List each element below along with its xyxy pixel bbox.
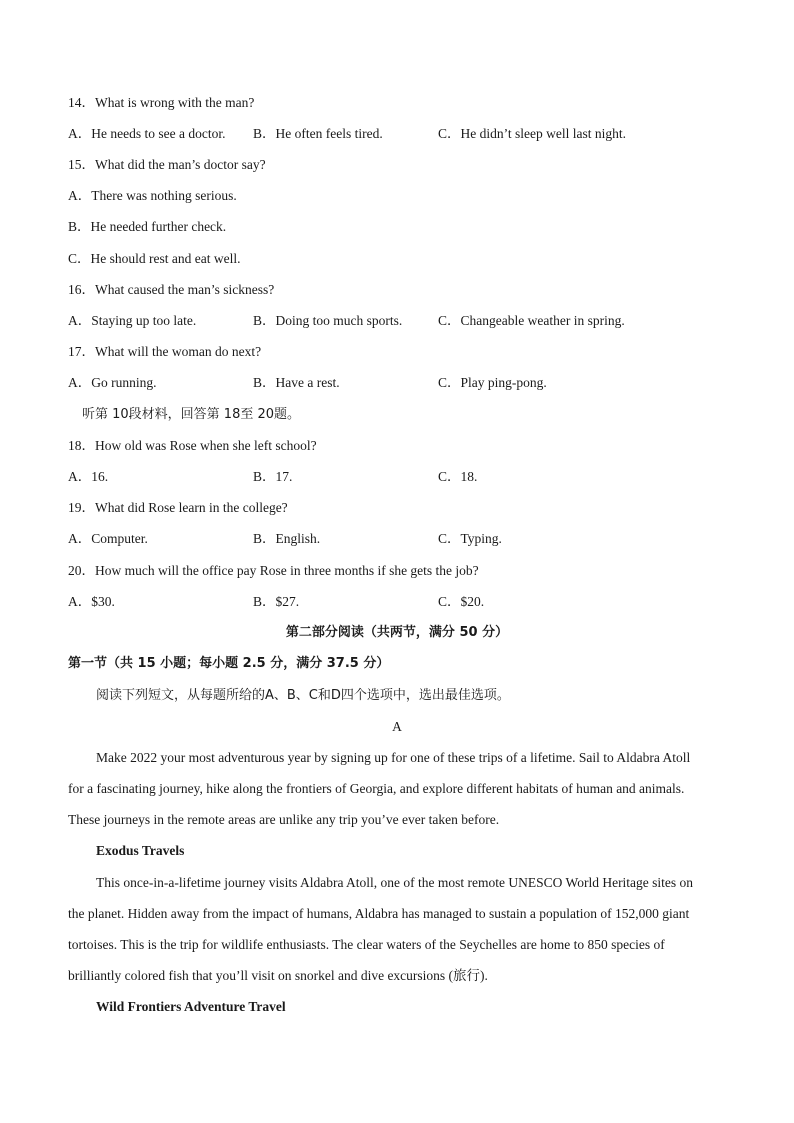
q19-option-c: C．Typing. bbox=[438, 531, 502, 546]
q17-option-b: B．Have a rest. bbox=[253, 375, 340, 390]
question-20-stem: 20．How much will the office pay Rose in three months if she gets the job? bbox=[68, 563, 479, 578]
section1-heading: 第一节（共 15 小题；每小题 2.5 分，满分 37.5 分） bbox=[68, 656, 390, 671]
q20-option-c: C．$20. bbox=[438, 594, 485, 609]
exodus-line-4: brilliantly colored fish that you’ll visit on snorkel and dive excursions (旅行). bbox=[68, 968, 488, 983]
exodus-line-1: This once-in-a-lifetime journey visits Aldabra Atoll, one of the most remote UNESCO World Heritage sites on bbox=[96, 875, 694, 890]
exodus-travels-title: Exodus Travels bbox=[96, 843, 185, 858]
intro-line-3: These journeys in the remote areas are unlike any trip you’ve ever taken before. bbox=[68, 812, 500, 827]
q18-option-b: B．17. bbox=[253, 469, 293, 484]
q16-option-b: B．Doing too much sports. bbox=[253, 313, 403, 328]
q20-option-a: A．$30. bbox=[68, 594, 115, 609]
q15-option-b: B．He needed further check. bbox=[68, 219, 227, 234]
q14-option-b: B．He often feels tired. bbox=[253, 126, 383, 141]
q18-option-c: C．18. bbox=[438, 469, 478, 484]
q14-option-a: A．He needs to see a doctor. bbox=[68, 126, 226, 141]
q19-option-b: B．English. bbox=[253, 531, 321, 546]
reading-instruction: 阅读下列短文，从每题所给的A、B、C和D四个选项中，选出最佳选项。 bbox=[96, 688, 510, 703]
q19-option-a: A．Computer. bbox=[68, 531, 148, 546]
passage-label: A bbox=[392, 719, 402, 734]
listening-instruction: 听第 10段材料，回答第 18至 20题。 bbox=[82, 407, 301, 422]
q20-option-b: B．$27. bbox=[253, 594, 300, 609]
intro-line-1: Make 2022 your most adventurous year by signing up for one of these trips of a lifetime. Sail to Aldabra Atoll bbox=[96, 750, 691, 765]
q15-option-c: C．He should rest and eat well. bbox=[68, 251, 241, 266]
q17-option-a: A．Go running. bbox=[68, 375, 157, 390]
q16-option-c: C．Changeable weather in spring. bbox=[438, 313, 625, 328]
wild-frontiers-title: Wild Frontiers Adventure Travel bbox=[96, 999, 286, 1014]
intro-line-2: for a fascinating journey, hike along the frontiers of Georgia, and explore different habitats of human and animals. bbox=[68, 781, 685, 796]
q17-option-c: C．Play ping-pong. bbox=[438, 375, 547, 390]
question-18-stem: 18．How old was Rose when she left school? bbox=[68, 438, 317, 453]
question-16-stem: 16．What caused the man’s sickness? bbox=[68, 282, 275, 297]
question-17-stem: 17．What will the woman do next? bbox=[68, 344, 262, 359]
q15-option-a: A．There was nothing serious. bbox=[68, 188, 237, 203]
q14-option-c: C．He didn’t sleep well last night. bbox=[438, 126, 626, 141]
question-19-stem: 19．What did Rose learn in the college? bbox=[68, 500, 288, 515]
exodus-line-3: tortoises. This is the trip for wildlife enthusiasts. The clear waters of the Seychelles are home to 850 species of bbox=[68, 937, 665, 952]
part2-heading: 第二部分阅读（共两节，满分 50 分） bbox=[285, 625, 509, 640]
question-14-stem: 14．What is wrong with the man? bbox=[68, 95, 255, 110]
q16-option-a: A．Staying up too late. bbox=[68, 313, 197, 328]
question-15-stem: 15．What did the man’s doctor say? bbox=[68, 157, 266, 172]
q18-option-a: A．16. bbox=[68, 469, 109, 484]
exodus-line-2: the planet. Hidden away from the impact of humans, Aldabra has managed to sustain a population of 152,000 giant bbox=[68, 906, 690, 921]
